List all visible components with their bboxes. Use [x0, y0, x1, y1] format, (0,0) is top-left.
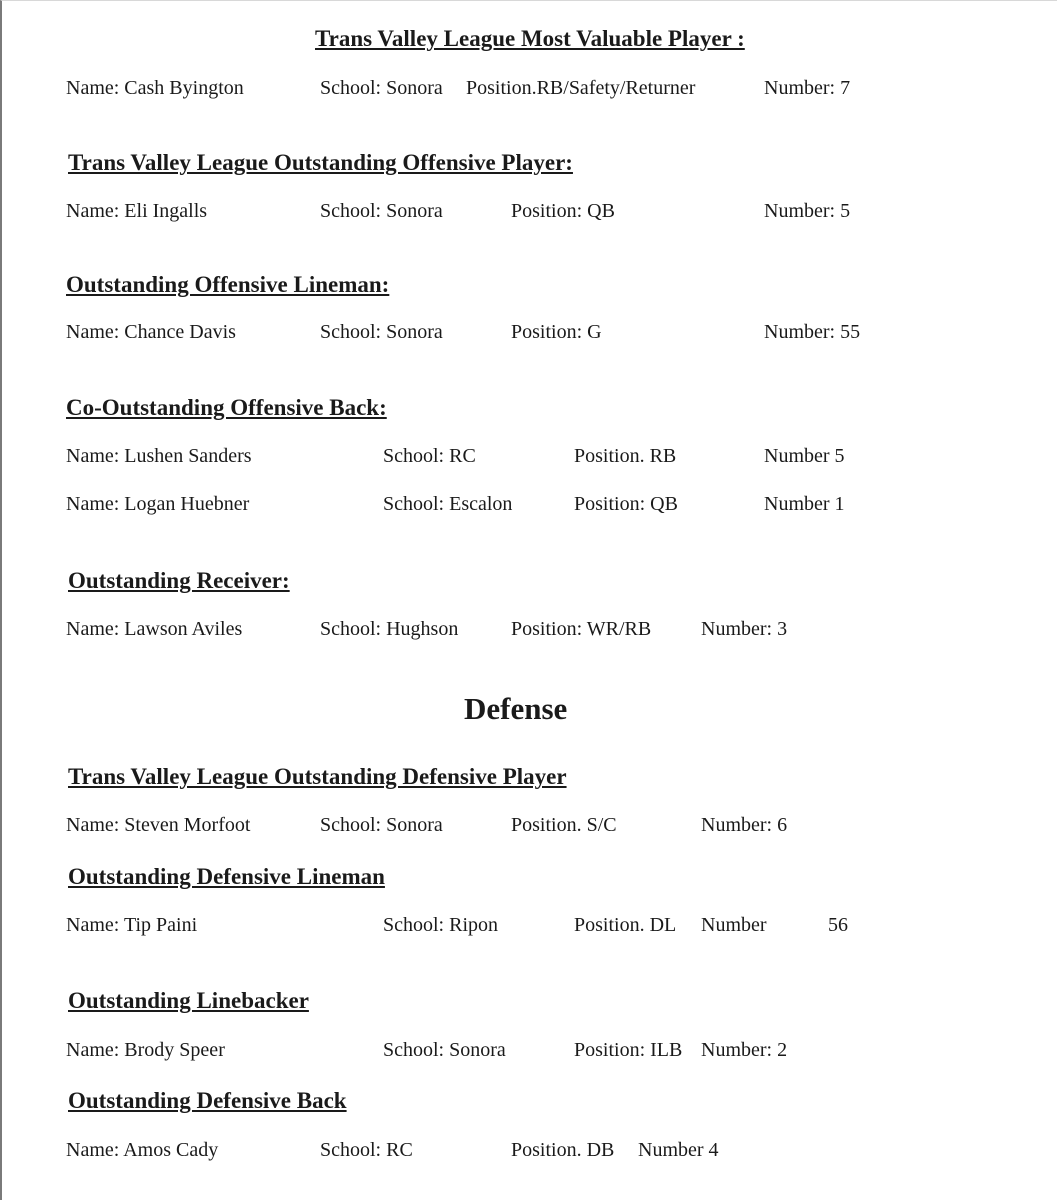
offensive-lineman-position: Position: G — [511, 321, 602, 343]
defensive-player-number: Number: 6 — [701, 814, 788, 836]
defensive-back-heading: Outstanding Defensive Back — [68, 1088, 347, 1113]
receiver-heading: Outstanding Receiver: — [68, 568, 290, 593]
offensive-back-2-school: School: Escalon — [383, 493, 513, 515]
linebacker-position: Position: ILB — [574, 1039, 683, 1061]
linebacker-school: School: Sonora — [383, 1039, 506, 1061]
offensive-back-heading: Co-Outstanding Offensive Back: — [66, 395, 387, 420]
offensive-player-number: Number: 5 — [764, 200, 851, 222]
defensive-player-heading: Trans Valley League Outstanding Defensive Player — [68, 764, 567, 789]
defensive-back-position: Position. DB — [511, 1139, 615, 1161]
mvp-name: Name: Cash Byington — [66, 77, 244, 99]
defensive-lineman-heading: Outstanding Defensive Lineman — [68, 864, 385, 889]
offensive-player-school: School: Sonora — [320, 200, 443, 222]
defensive-back-name: Name: Amos Cady — [66, 1139, 219, 1161]
mvp-position: Position.RB/Safety/Returner — [466, 77, 696, 99]
defense-section-title: Defense — [464, 691, 568, 726]
offensive-back-1-name: Name: Lushen Sanders — [66, 445, 252, 467]
offensive-back-2-position: Position: QB — [574, 493, 678, 515]
linebacker-number: Number: 2 — [701, 1039, 788, 1061]
offensive-lineman-heading: Outstanding Offensive Lineman: — [66, 272, 390, 297]
mvp-number: Number: 7 — [764, 77, 851, 99]
mvp-school: School: Sonora — [320, 77, 443, 99]
defensive-lineman-position: Position. DL — [574, 914, 677, 936]
receiver-number: Number: 3 — [701, 618, 788, 640]
offensive-lineman-number: Number: 55 — [764, 321, 861, 343]
linebacker-heading: Outstanding Linebacker — [68, 988, 309, 1013]
offensive-back-1-school: School: RC — [383, 445, 476, 467]
offensive-back-2-number: Number 1 — [764, 493, 845, 515]
defensive-player-position: Position. S/C — [511, 814, 617, 836]
offensive-back-2-name: Name: Logan Huebner — [66, 493, 250, 515]
offensive-lineman-school: School: Sonora — [320, 321, 443, 343]
defensive-lineman-number-value: 56 — [828, 914, 848, 936]
defensive-back-number: Number 4 — [638, 1139, 719, 1161]
defensive-lineman-school: School: Ripon — [383, 914, 499, 936]
offensive-player-position: Position: QB — [511, 200, 615, 222]
linebacker-name: Name: Brody Speer — [66, 1039, 225, 1061]
receiver-school: School: Hughson — [320, 618, 459, 640]
defensive-lineman-number-label: Number — [701, 914, 767, 936]
defensive-lineman-name: Name: Tip Paini — [66, 914, 198, 936]
mvp-heading: Trans Valley League Most Valuable Player : — [315, 26, 745, 51]
offensive-lineman-name: Name: Chance Davis — [66, 321, 236, 343]
receiver-position: Position: WR/RB — [511, 618, 652, 640]
offensive-back-1-position: Position. RB — [574, 445, 677, 467]
offensive-back-1-number: Number 5 — [764, 445, 845, 467]
offensive-player-heading: Trans Valley League Outstanding Offensive Player: — [68, 150, 573, 175]
receiver-name: Name: Lawson Aviles — [66, 618, 243, 640]
defensive-back-school: School: RC — [320, 1139, 413, 1161]
defensive-player-school: School: Sonora — [320, 814, 443, 836]
defensive-player-name: Name: Steven Morfoot — [66, 814, 251, 836]
offensive-player-name: Name: Eli Ingalls — [66, 200, 208, 222]
